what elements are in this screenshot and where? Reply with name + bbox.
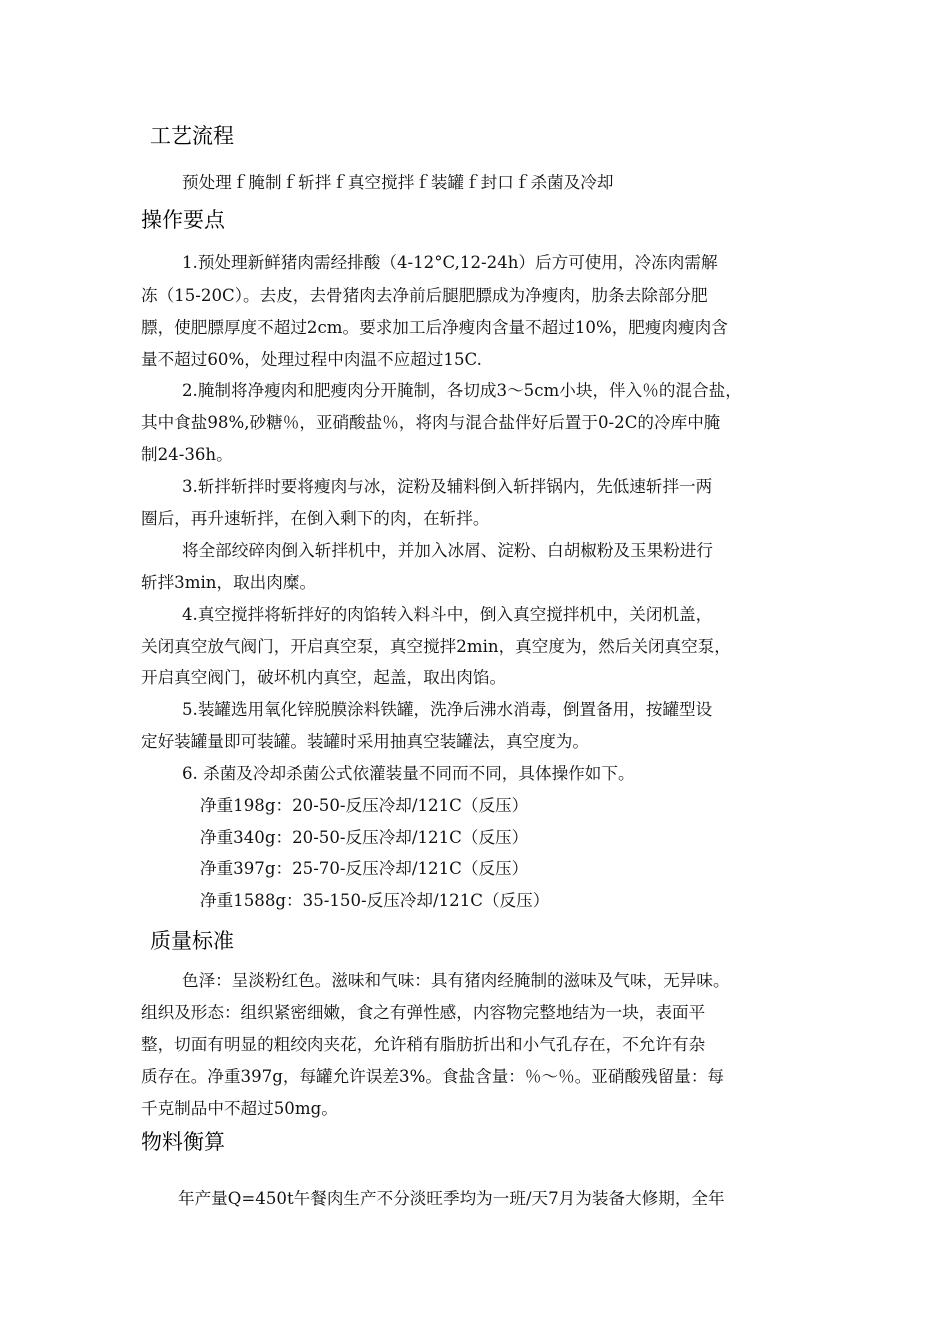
- body-line: 圈后，再升速斩拌，在倒入剩下的肉，在斩拌。: [141, 509, 490, 528]
- body-line: 量不超过60%，处理过程中肉温不应超过15C.: [141, 350, 482, 369]
- sterilization-spec: 净重1588g：35-150-反压冷却/121C（反压）: [200, 891, 550, 910]
- body-line: 3.斩拌斩拌时要将瘦肉与冰，淀粉及辅料倒入斩拌锅内，先低速斩拌一两: [182, 477, 713, 496]
- heading-quality: 质量标准: [150, 929, 234, 953]
- sterilization-spec: 净重198g：20-50-反压冷却/121C（反压）: [200, 796, 529, 815]
- body-line: 组织及形态：组织紧密细嫩，食之有弹性感，内容物完整地结为一块，表面平: [141, 1003, 706, 1022]
- body-line: 整，切面有明显的粗绞肉夹花，允许稍有脂肪折出和小气孔存在，不允许有杂: [141, 1035, 706, 1054]
- sterilization-spec: 净重397g：25-70-反压冷却/121C（反压）: [200, 859, 529, 878]
- body-line: 将全部绞碎肉倒入斩拌机中，并加入冰屑、淀粉、白胡椒粉及玉果粉进行: [182, 541, 713, 560]
- body-line: 千克制品中不超过50mg。: [141, 1099, 338, 1118]
- body-line: 4.真空搅拌将斩拌好的肉馅转入料斗中，倒入真空搅拌机中，关闭机盖，: [182, 605, 713, 624]
- heading-process: 工艺流程: [150, 124, 234, 148]
- body-line: 5.装罐选用氧化锌脱膜涂料铁罐，洗净后沸水消毒，倒置备用，按罐型设: [182, 700, 713, 719]
- body-line: 斩拌3min，取出肉糜。: [141, 573, 317, 592]
- body-line: 关闭真空放气阀门，开启真空泵，真空搅拌2min，真空度为，然后关闭真空泵，: [141, 637, 731, 656]
- body-line: 开启真空阀门，破坏机内真空，起盖，取出肉馅。: [141, 668, 507, 687]
- body-line: 2.腌制将净瘦肉和肥瘦肉分开腌制，各切成3～5cm小块，伴入％的混合盐，: [182, 381, 742, 400]
- body-line: 冻（15-20C）。去皮，去骨猪肉去净前后腿肥膘成为净瘦肉，肋条去除部分肥: [141, 286, 708, 305]
- heading-operations: 操作要点: [141, 208, 225, 232]
- sterilization-spec: 净重340g：20-50-反压冷却/121C（反压）: [200, 828, 529, 847]
- body-line: 质存在。净重397g，每罐允许误差3%。食盐含量：％～％。亚硝酸残留量：每: [141, 1067, 725, 1086]
- body-line: 1.预处理新鲜猪肉需经排酸（4-12°C,12-24h）后方可使用，冷冻肉需解: [182, 253, 718, 272]
- body-line: 制24-36h。: [141, 445, 233, 464]
- process-flow-line: 预处理ｆ腌制ｆ斩拌ｆ真空搅拌ｆ装罐ｆ封口ｆ杀菌及冷却: [182, 173, 614, 192]
- body-line: 色泽：呈淡粉红色。滋味和气味：具有猪肉经腌制的滋味及气味，无异味。: [182, 971, 730, 990]
- body-line: 膘，使肥膘厚度不超过2cm。要求加工后净瘦肉含量不超过10%，肥瘦肉瘦肉含: [141, 318, 728, 337]
- body-line: 6. 杀菌及冷却杀菌公式依灌装量不同而不同，具体操作如下。: [182, 764, 635, 783]
- body-line: 定好装罐量即可装罐。装罐时采用抽真空装罐法，真空度为。: [141, 732, 590, 751]
- heading-material-balance: 物料衡算: [141, 1130, 225, 1154]
- body-line: 年产量Q=450t午餐肉生产不分淡旺季均为一班/天7月为装备大修期，全年: [178, 1189, 725, 1208]
- body-line: 其中食盐98%,砂糖％，亚硝酸盐％，将肉与混合盐伴好后置于0-2C的冷库中腌: [141, 413, 721, 432]
